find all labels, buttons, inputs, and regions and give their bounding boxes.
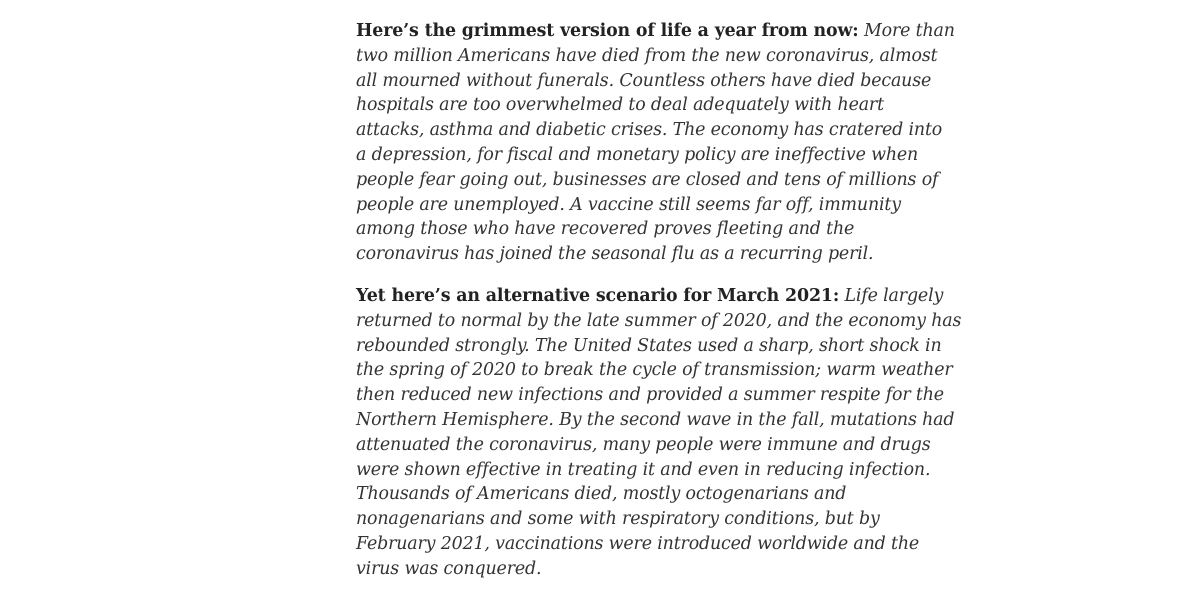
paragraph-line: people are unemployed. A vaccine still seems far off, immunity: [356, 194, 901, 215]
paragraph-line: attacks, asthma and diabetic crises. The economy has cratered into: [356, 120, 943, 141]
paragraph-line: attenuated the coronavirus, many people were immune and drugs: [356, 434, 931, 455]
paragraph-alternative-scenario: [356, 284, 962, 582]
paragraph-text: Life largely: [844, 285, 944, 306]
paragraph-line: among those who have recovered proves fleeting and the: [356, 219, 855, 240]
paragraph-line: Northern Hemisphere. By the second wave in the fall, mutations had: [356, 409, 955, 430]
paragraph-line: a depression, for fiscal and monetary policy are ineffective when: [356, 144, 919, 165]
paragraph-line: rebounded strongly. The United States used a sharp, short shock in: [356, 335, 942, 356]
paragraph-line: people fear going out, businesses are closed and tens of millions of: [356, 169, 939, 190]
paragraph-grim-scenario: [356, 19, 955, 267]
paragraph-line: then reduced new infections and provided a summer respite for the: [356, 385, 944, 406]
paragraph-line: returned to normal by the late summer of 2020, and the economy has: [356, 310, 962, 331]
paragraph-lead: Here’s the grimmest version of life a year from now:: [356, 21, 859, 41]
paragraph-lead: Yet here’s an alternative scenario for March 2021:: [356, 285, 840, 306]
paragraph-line: nonagenarians and some with respiratory conditions, but by: [356, 509, 880, 530]
paragraph-line: were shown effective in treating it and even in reducing infection.: [356, 459, 931, 480]
paragraph-line: Thousands of Americans died, mostly octogenarians and: [356, 484, 847, 505]
paragraph-line: coronavirus has joined the seasonal flu as a recurring peril.: [356, 244, 874, 265]
paragraph-line: hospitals are too overwhelmed to deal adequately with heart: [356, 95, 884, 116]
paragraph-line: [356, 19, 955, 44]
paragraph-line: two million Americans have died from the new coronavirus, almost: [356, 45, 938, 66]
paragraph-line: February 2021, vaccinations were introduced worldwide and the: [356, 533, 920, 554]
paragraph-line: virus was conquered.: [356, 558, 542, 579]
paragraph-line: [356, 284, 944, 309]
paragraph-text: More than: [863, 21, 955, 41]
article-body: [356, 19, 962, 582]
paragraph-line: all mourned without funerals. Countless others have died because: [356, 70, 932, 91]
paragraph-line: the spring of 2020 to break the cycle of transmission; warm weather: [356, 360, 953, 381]
